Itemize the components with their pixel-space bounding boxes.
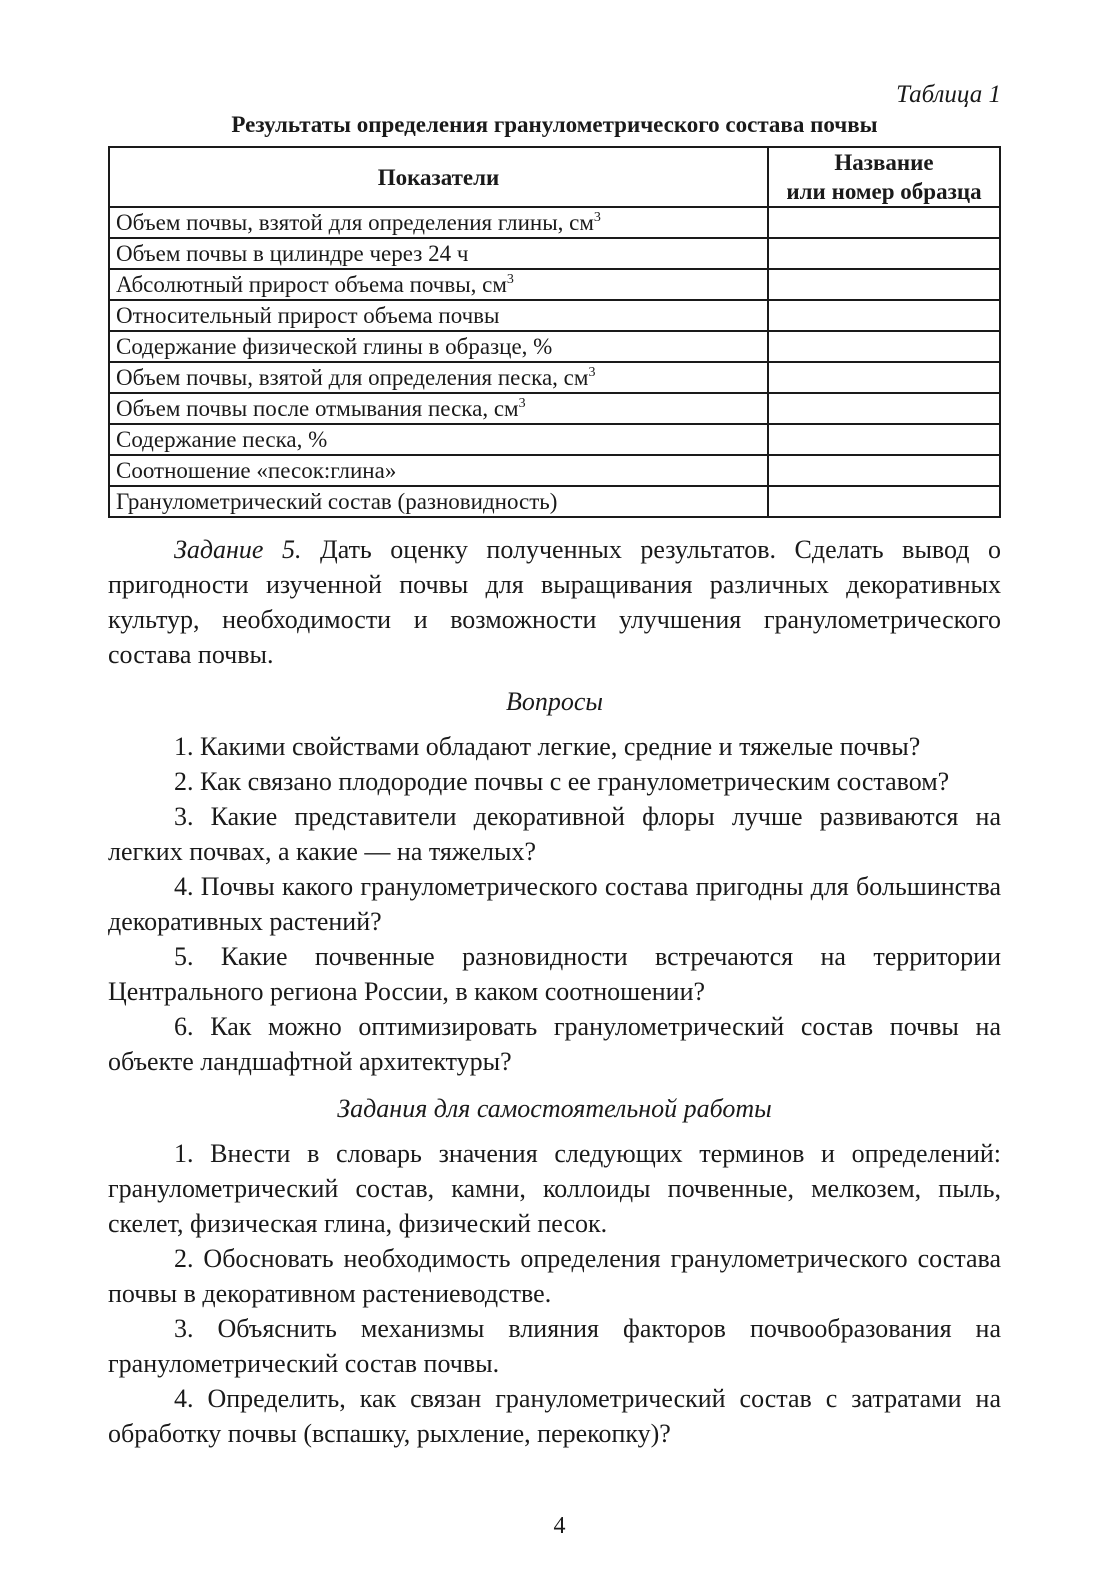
table-row	[109, 238, 1000, 269]
sample-value-cell	[768, 207, 1000, 238]
question-item: 3. Какие представители декоративной флоры лучше развиваются на легких почвах, а какие — на тяжелых?	[108, 802, 1001, 866]
indicator-cell	[109, 424, 768, 455]
table-row	[109, 300, 1000, 331]
indicator-cell	[109, 207, 768, 238]
task5-paragraph	[108, 532, 1001, 672]
table-row	[109, 455, 1000, 486]
indicator-label: Объем почвы, взятой для определения глины, см	[116, 210, 594, 235]
table-row	[109, 269, 1000, 300]
question-item: 4. Почвы какого гранулометрического состава пригодны для большинства декоративных растений?	[108, 872, 1001, 936]
indicator-label: Относительный прирост объема почвы	[116, 303, 500, 328]
questions-list	[108, 729, 1001, 1079]
table-row	[109, 424, 1000, 455]
sample-value-cell	[768, 300, 1000, 331]
self-work-item: 3. Объяснить механизмы влияния факторов почвообразования на гранулометрический состав почвы.	[108, 1314, 1001, 1378]
indicator-label: Гранулометрический состав (разновидность)	[116, 489, 558, 514]
table-row	[109, 331, 1000, 362]
sample-value-cell	[768, 238, 1000, 269]
indicator-label: Содержание песка, %	[116, 427, 328, 452]
sample-value-cell	[768, 424, 1000, 455]
unit-superscript: 3	[593, 210, 601, 225]
indicator-cell	[109, 486, 768, 517]
header-sample-line1: Название	[834, 150, 934, 175]
header-indicators: Показатели	[109, 147, 768, 207]
question-item: 2. Как связано плодородие почвы с ее гранулометрическим составом?	[174, 767, 950, 796]
sample-value-cell	[768, 455, 1000, 486]
question-item: 6. Как можно оптимизировать гранулометрический состав почвы на объекте ландшафтной архитектуры?	[108, 1012, 1001, 1076]
unit-superscript: 3	[506, 272, 514, 287]
indicator-cell	[109, 300, 768, 331]
indicator-label: Содержание физической глины в образце, %	[116, 334, 553, 359]
question-item: 5. Какие почвенные разновидности встречаются на территории Центрального региона России, в каком соотношении?	[108, 942, 1001, 1006]
indicator-cell	[109, 269, 768, 300]
table-caption: Таблица 1	[896, 81, 1001, 108]
task5-label: Задание 5.	[174, 535, 302, 564]
indicator-label: Объем почвы в цилиндре через 24 ч	[116, 241, 469, 266]
sample-value-cell	[768, 486, 1000, 517]
indicator-cell	[109, 393, 768, 424]
indicator-label: Объем почвы, взятой для определения песка, см	[116, 365, 589, 390]
self-work-item: 1. Внести в словарь значения следующих терминов и определений: гранулометрический состав, камни, коллоиды почвенные, мелкозем, пыль, скелет, физическая глина, физический песок.	[108, 1139, 1001, 1238]
indicator-cell	[109, 331, 768, 362]
self-work-item: 2. Обосновать необходимость определения гранулометрического состава почвы в декоративном растениеводстве.	[108, 1244, 1001, 1308]
indicator-cell	[109, 455, 768, 486]
question-item: 1. Какими свойствами обладают легкие, средние и тяжелые почвы?	[174, 732, 921, 761]
unit-superscript: 3	[518, 396, 526, 411]
indicator-cell	[109, 238, 768, 269]
sample-value-cell	[768, 362, 1000, 393]
indicator-label: Соотношение «песок:глина»	[116, 458, 397, 483]
table-row	[109, 393, 1000, 424]
indicator-label: Объем почвы после отмывания песка, см	[116, 396, 519, 421]
self-work-list	[108, 1136, 1001, 1451]
header-sample	[768, 147, 1000, 207]
self-work-heading: Задания для самостоятельной работы	[337, 1094, 772, 1123]
questions-heading: Вопросы	[505, 687, 604, 716]
table-title: Результаты определения гранулометрического состава почвы	[231, 112, 878, 137]
unit-superscript: 3	[588, 365, 596, 380]
indicator-cell	[109, 362, 768, 393]
table-row	[109, 362, 1000, 393]
table-row	[109, 207, 1000, 238]
header-sample-line2: или номер образца	[786, 179, 982, 204]
results-table	[108, 146, 1001, 518]
task5-text: Дать оценку полученных результатов. Сделать вывод о пригодности изученной почвы для выращивания различных декоративных культур, необходимости и возможности улучшения гранулометрического состава почвы.	[108, 535, 1001, 669]
self-work-item: 4. Определить, как связан гранулометрический состав с затратами на обработку почвы (вспашку, рыхление, перекопку)?	[108, 1384, 1001, 1448]
indicator-label: Абсолютный прирост объема почвы, см	[116, 272, 507, 297]
sample-value-cell	[768, 331, 1000, 362]
page-content	[108, 80, 1001, 1451]
sample-value-cell	[768, 393, 1000, 424]
table-row	[109, 486, 1000, 517]
sample-value-cell	[768, 269, 1000, 300]
page-number: 4	[553, 1513, 566, 1539]
